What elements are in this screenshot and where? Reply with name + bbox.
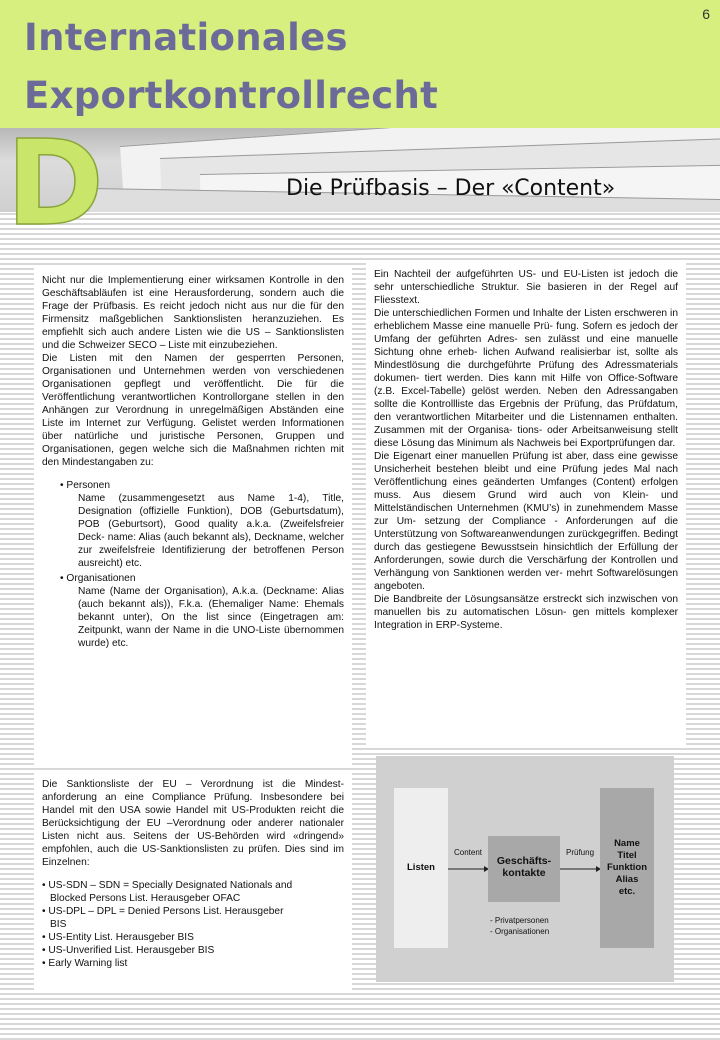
field-label: Titel [617,850,637,861]
process-diagram [376,756,674,982]
page-number: 6 [702,6,710,22]
bullet-organisationen-head: • Organisationen [60,573,136,584]
arrow-pruefung-label: Prüfung [566,848,595,857]
section-letter: D [6,132,104,232]
section-title: Die Prüfbasis – Der «Content» [286,176,616,201]
bullet-organisationen [42,572,344,650]
left-para-1: Nicht nur die Implementierung einer wirksamen Kontrolle in den Geschäftsabläufen ist eine Herausforderung, sondern auch die Frage der Prüfbasis. Es reicht jedoch nicht aus nur die für den Firmensitz maßgeblichen Sanktionslisten heranzuziehen. Es empfiehlt sich auch andere Listen wie die US – Sanktionslisten und die Schweizer SECO – Liste mit einzubeziehen. [42,275,344,351]
right-para-1: Ein Nachteil der aufgeführten US- und EU-Listen ist jedoch die sehr unterschiedliche Struktur. Sie basieren in der Regel auf Fliesstext. [374,269,678,306]
box-mid-label-2: kontakte [502,867,546,879]
bullet-personen-head: • Personen [60,480,111,491]
left-para-2: Die Listen mit den Namen der gesperrten Personen, Organisationen und Unternehmen werden von verschiedenen Organisationen gepflegt und veröffentlicht. Die für die Veröffentlichung verantwortlichen Kontrollorgane stellen in den Anhängen zur Verordnung in unregelmäßigen Abständen eine Liste im Internet zur Verfügung. Gelistet werden Informationen über natürliche und juristische Personen, Gruppen und Organisationen, gegen welche sich die Maßnahmen richten mit den Mindestangaben zu: [42,353,344,468]
bullet-organisationen-body: Name (Name der Organisation), A.k.a. (Deckname: Alias (auch bekannt als)), F.k.a. (Ehemaliger Name: Ehemals bekannt unter), On the list since (Eingetragen am: Zeitpunkt, wann der Name in die UNO-Liste übernommen wurde) etc. [78,586,344,649]
list-item: • US-DPL – DPL = Denied Persons List. Herausgeber [42,906,284,917]
bullet-personen [42,479,344,570]
field-label: Name [614,838,640,849]
field-label: Alias [615,874,639,885]
right-para-3: Die Eigenart einer manuellen Prüfung ist aber, dass eine gewisse Unsicherheit bestehen bleibt und eine Prüfung jedes Mal nach Veröffentlichung eines geänderten Umfanges (Content) erfolgen muss. Aus diesem Grund wird auch von Klein- und Mittelständischen Unternehmen (KMU’s) in zunehmendem Masse zur Um- setzung der Compliance - Anforderungen auf die Unterstützung von Softwareanwendungen zurückgegriffen. Bedingt durch das gestiegene Bewusstsein hinsichtlich der Erfüllung der Anforderungen, sowie durch die Verschärfung der Kontrollen und Verhängung von Sanktionen werden ver- mehrt Softwarelösungen angeboten. [374,451,678,592]
right-column [366,262,686,748]
field-label: Funktion [606,862,648,873]
title-line-1: Internationales [24,16,348,59]
right-para-4: Die Bandbreite der Lösungsansätze erstreckt sich inzwischen von manuellen bis zu automatischen Lösun- gen mittels komplexer Integration in ERP-Systeme. [374,594,678,631]
box-mid-label-1: Geschäfts- [496,855,552,867]
header-band [0,0,720,128]
us-list [42,879,344,970]
right-para-2: Die unterschiedlichen Formen und Inhalte der Listen erschweren in erheblichem Masse eine manuelle Prü- fung. Sofern es jedoch der Umfang der geführten Adres- sen zulässt und eine manuelle Sichtung ohne erheb- lichen Aufwand realisierbar ist, sollte als Mindestlösung die durchgeführte Prüfung des Adressmaterials dokumen- tiert werden. Dies kann mit Hilfe von Office-Software (z.B. Excel-Tabelle) gelöst werden. Neben den Adressangaben sollte die Kontrollliste das Ergebnis der Prüfung, das Prüfdatum, den verantwortlichen Mitarbeiter und die Listennamen enthalten. Zusammen mit der Organisa- tions- oder Arbeitsanweisung stellt diese Lösung das Minimum als Nachweis bei Exportprüfungen dar. [374,308,678,449]
list-item: BIS [50,919,67,930]
list-item: • Early Warning list [42,958,128,969]
sub-item: - Privatpersonen [490,916,549,925]
box-listen-label: Listen [407,862,435,873]
title-line-2: Exportkontrollrecht [24,74,439,117]
sub-item: - Organisationen [490,927,550,936]
bullet-personen-body: Name (zusammengesetzt aus Name 1-4), Title, Designation (offizielle Funktion), DOB (Geburtsdatum), POB (Geburtsort), Good quality a.k.a. (Zweifelsfreier Deck- name: Alias (auch bekannt als), Deckname, welcher zur zweifelsfreie Identifizierung der betroffenen Person ausreicht) etc. [78,493,344,569]
left-column-bottom [34,772,352,992]
arrow-content-label: Content [454,848,483,857]
left-para-3: Die Sanktionsliste der EU – Verordnung ist die Mindest- anforderung an eine Compliance Prüfung. Insbesondere bei Handel mit den USA sowie Handel mit US-Produkten reicht die Berücksichtigung der EU –Verordnung oder anderer nationaler Listen nicht aus. Seitens der US-Behörden wird «dringend» empfohlen, auch die US-Sanktionslisten zu prüfen. Dies sind im Einzelnen: [42,779,344,868]
list-item: • US-Unverified List. Herausgeber BIS [42,945,215,956]
list-item: • US-Entity List. Herausgeber BIS [42,932,194,943]
list-item: • US-SDN – SDN = Specially Designated Nationals and [42,880,293,891]
section-letter-d [0,132,112,232]
field-label: etc. [618,886,636,897]
list-item: Blocked Persons List. Herausgeber OFAC [50,893,241,904]
left-column-top [34,268,352,768]
